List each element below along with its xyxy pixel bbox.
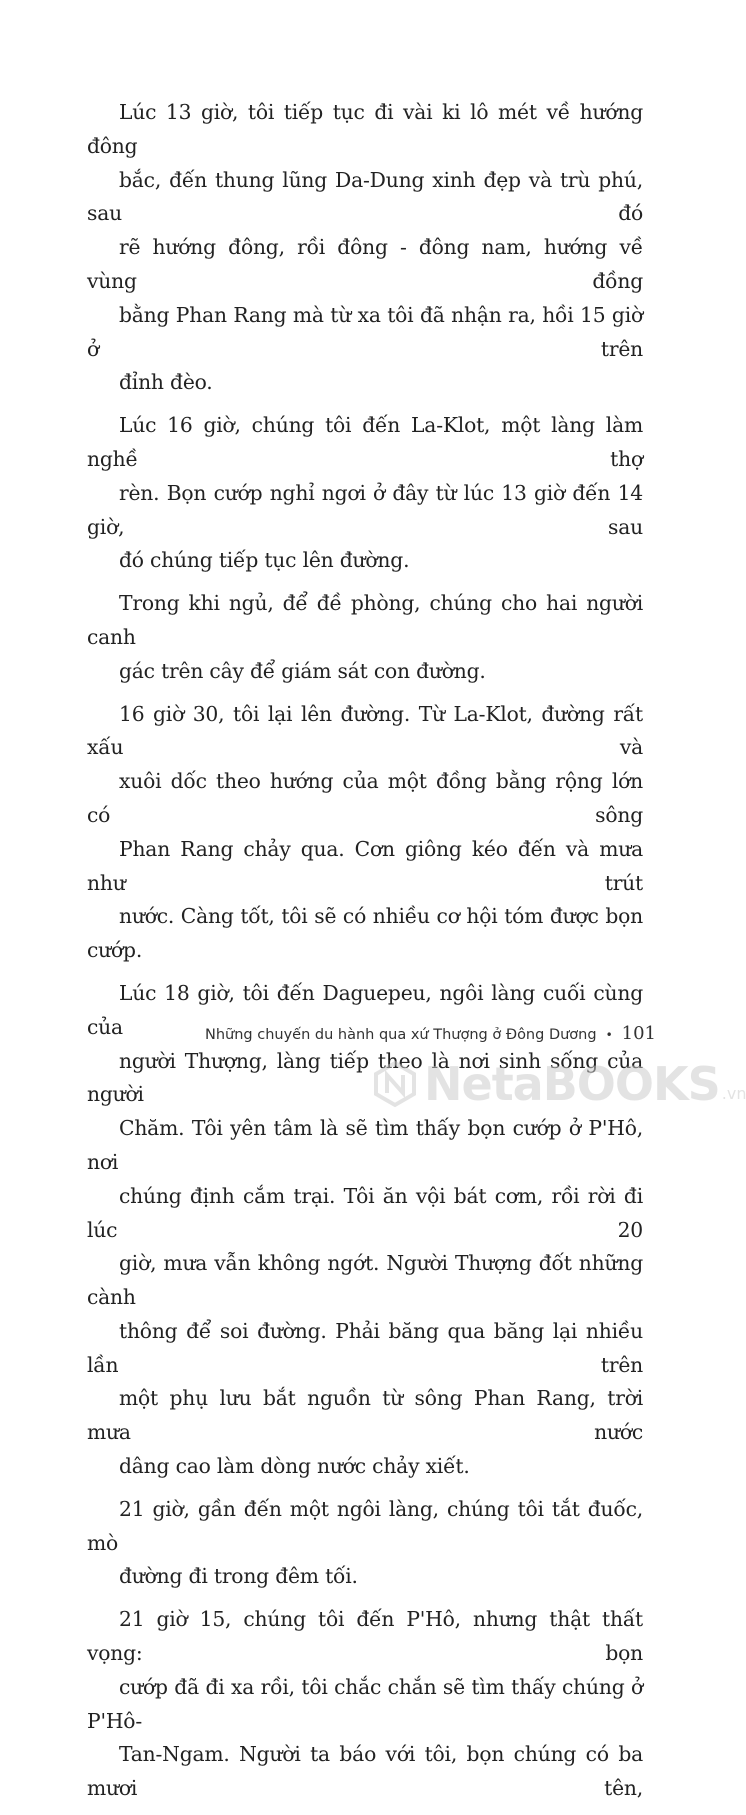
watermark-suffix: .vn xyxy=(721,1084,746,1103)
text-line: một phụ lưu bắt nguồn từ sông Phan Rang, trời mưa nước xyxy=(87,1386,643,1445)
paragraph-6 xyxy=(87,1493,643,1594)
netabooks-logo-icon xyxy=(372,1061,418,1107)
text-line: Lúc 18 giờ, tôi đến Daguepeu, ngôi làng cuối cùng của xyxy=(87,980,643,1039)
text-line: xuôi dốc theo hướng của một đồng bằng rộng lớn có sông xyxy=(87,769,643,827)
text-line: gác trên cây để giám sát con đường. xyxy=(119,658,486,683)
text-line: 16 giờ 30, tôi lại lên đường. Từ La-Klot, đường rất xấu và xyxy=(87,701,643,760)
text-line: thông để soi đường. Phải băng qua băng lại nhiều lần trên xyxy=(87,1318,643,1377)
text-line: 21 giờ, gần đến một ngôi làng, chúng tôi tắt đuốc, mò xyxy=(87,1496,643,1555)
text-line: cướp đã đi xa rồi, tôi chắc chắn sẽ tìm thấy chúng ở P'Hô- xyxy=(87,1674,643,1733)
text-line: đó chúng tiếp tục lên đường. xyxy=(119,548,410,573)
text-line: giờ, mưa vẫn không ngớt. Người Thượng đốt những cành xyxy=(87,1251,643,1310)
text-line: bắc, đến thung lũng Da-Dung xinh đẹp và trù phú, sau đó xyxy=(87,167,643,226)
text-line: Trong khi ngủ, để đề phòng, chúng cho hai người canh xyxy=(87,591,643,649)
text-line: rẽ hướng đông, rồi đông - đông nam, hướng về vùng đồng xyxy=(87,235,643,293)
paragraph-5 xyxy=(87,977,643,1484)
paragraph-1 xyxy=(87,96,643,400)
text-line: nước. Càng tốt, tôi sẽ có nhiều cơ hội tóm được bọn cướp. xyxy=(87,904,643,963)
publisher-watermark xyxy=(372,1057,746,1111)
page-footer xyxy=(200,1023,656,1044)
text-line: Chăm. Tôi yên tâm là sẽ tìm thấy bọn cướp ở P'Hô, nơi xyxy=(87,1116,643,1174)
paragraph-4 xyxy=(87,698,643,968)
text-line: rèn. Bọn cướp nghỉ ngơi ở đây từ lúc 13 giờ đến 14 giờ, sau xyxy=(87,480,643,539)
text-line: 21 giờ 15, chúng tôi đến P'Hô, nhưng thật thất vọng: bọn xyxy=(87,1607,643,1666)
text-line: bằng Phan Rang mà từ xa tôi đã nhận ra, hồi 15 giờ ở trên xyxy=(87,302,643,361)
page-number: 101 xyxy=(621,1023,656,1044)
text-line: Tan-Ngam. Người ta báo với tôi, bọn chúng có ba mươi tên, xyxy=(87,1742,643,1801)
paragraph-2 xyxy=(87,409,643,578)
paragraph-3 xyxy=(87,587,643,688)
running-title: Những chuyến du hành qua xứ Thượng ở Đông Dương xyxy=(205,1027,597,1043)
watermark-text: NetaBOOKS xyxy=(424,1057,720,1111)
text-line: dâng cao làm dòng nước chảy xiết. xyxy=(119,1454,470,1479)
text-line: chúng định cắm trại. Tôi ăn vội bát cơm, rồi rời đi lúc 20 xyxy=(87,1183,643,1242)
text-line: Phan Rang chảy qua. Cơn giông kéo đến và mưa như trút xyxy=(87,836,643,895)
text-line: đường đi trong đêm tối. xyxy=(119,1564,358,1589)
paragraph-7 xyxy=(87,1603,643,1806)
text-line: người Thượng, làng tiếp theo là nơi sinh sống của người xyxy=(87,1048,643,1107)
footer-separator: • xyxy=(605,1028,613,1042)
text-line: Lúc 13 giờ, tôi tiếp tục đi vài ki lô mét về hướng đông xyxy=(87,100,643,158)
text-line: đỉnh đèo. xyxy=(119,370,213,395)
text-line: Lúc 16 giờ, chúng tôi đến La-Klot, một làng làm nghề thợ xyxy=(87,413,643,471)
page-body xyxy=(87,96,643,1815)
